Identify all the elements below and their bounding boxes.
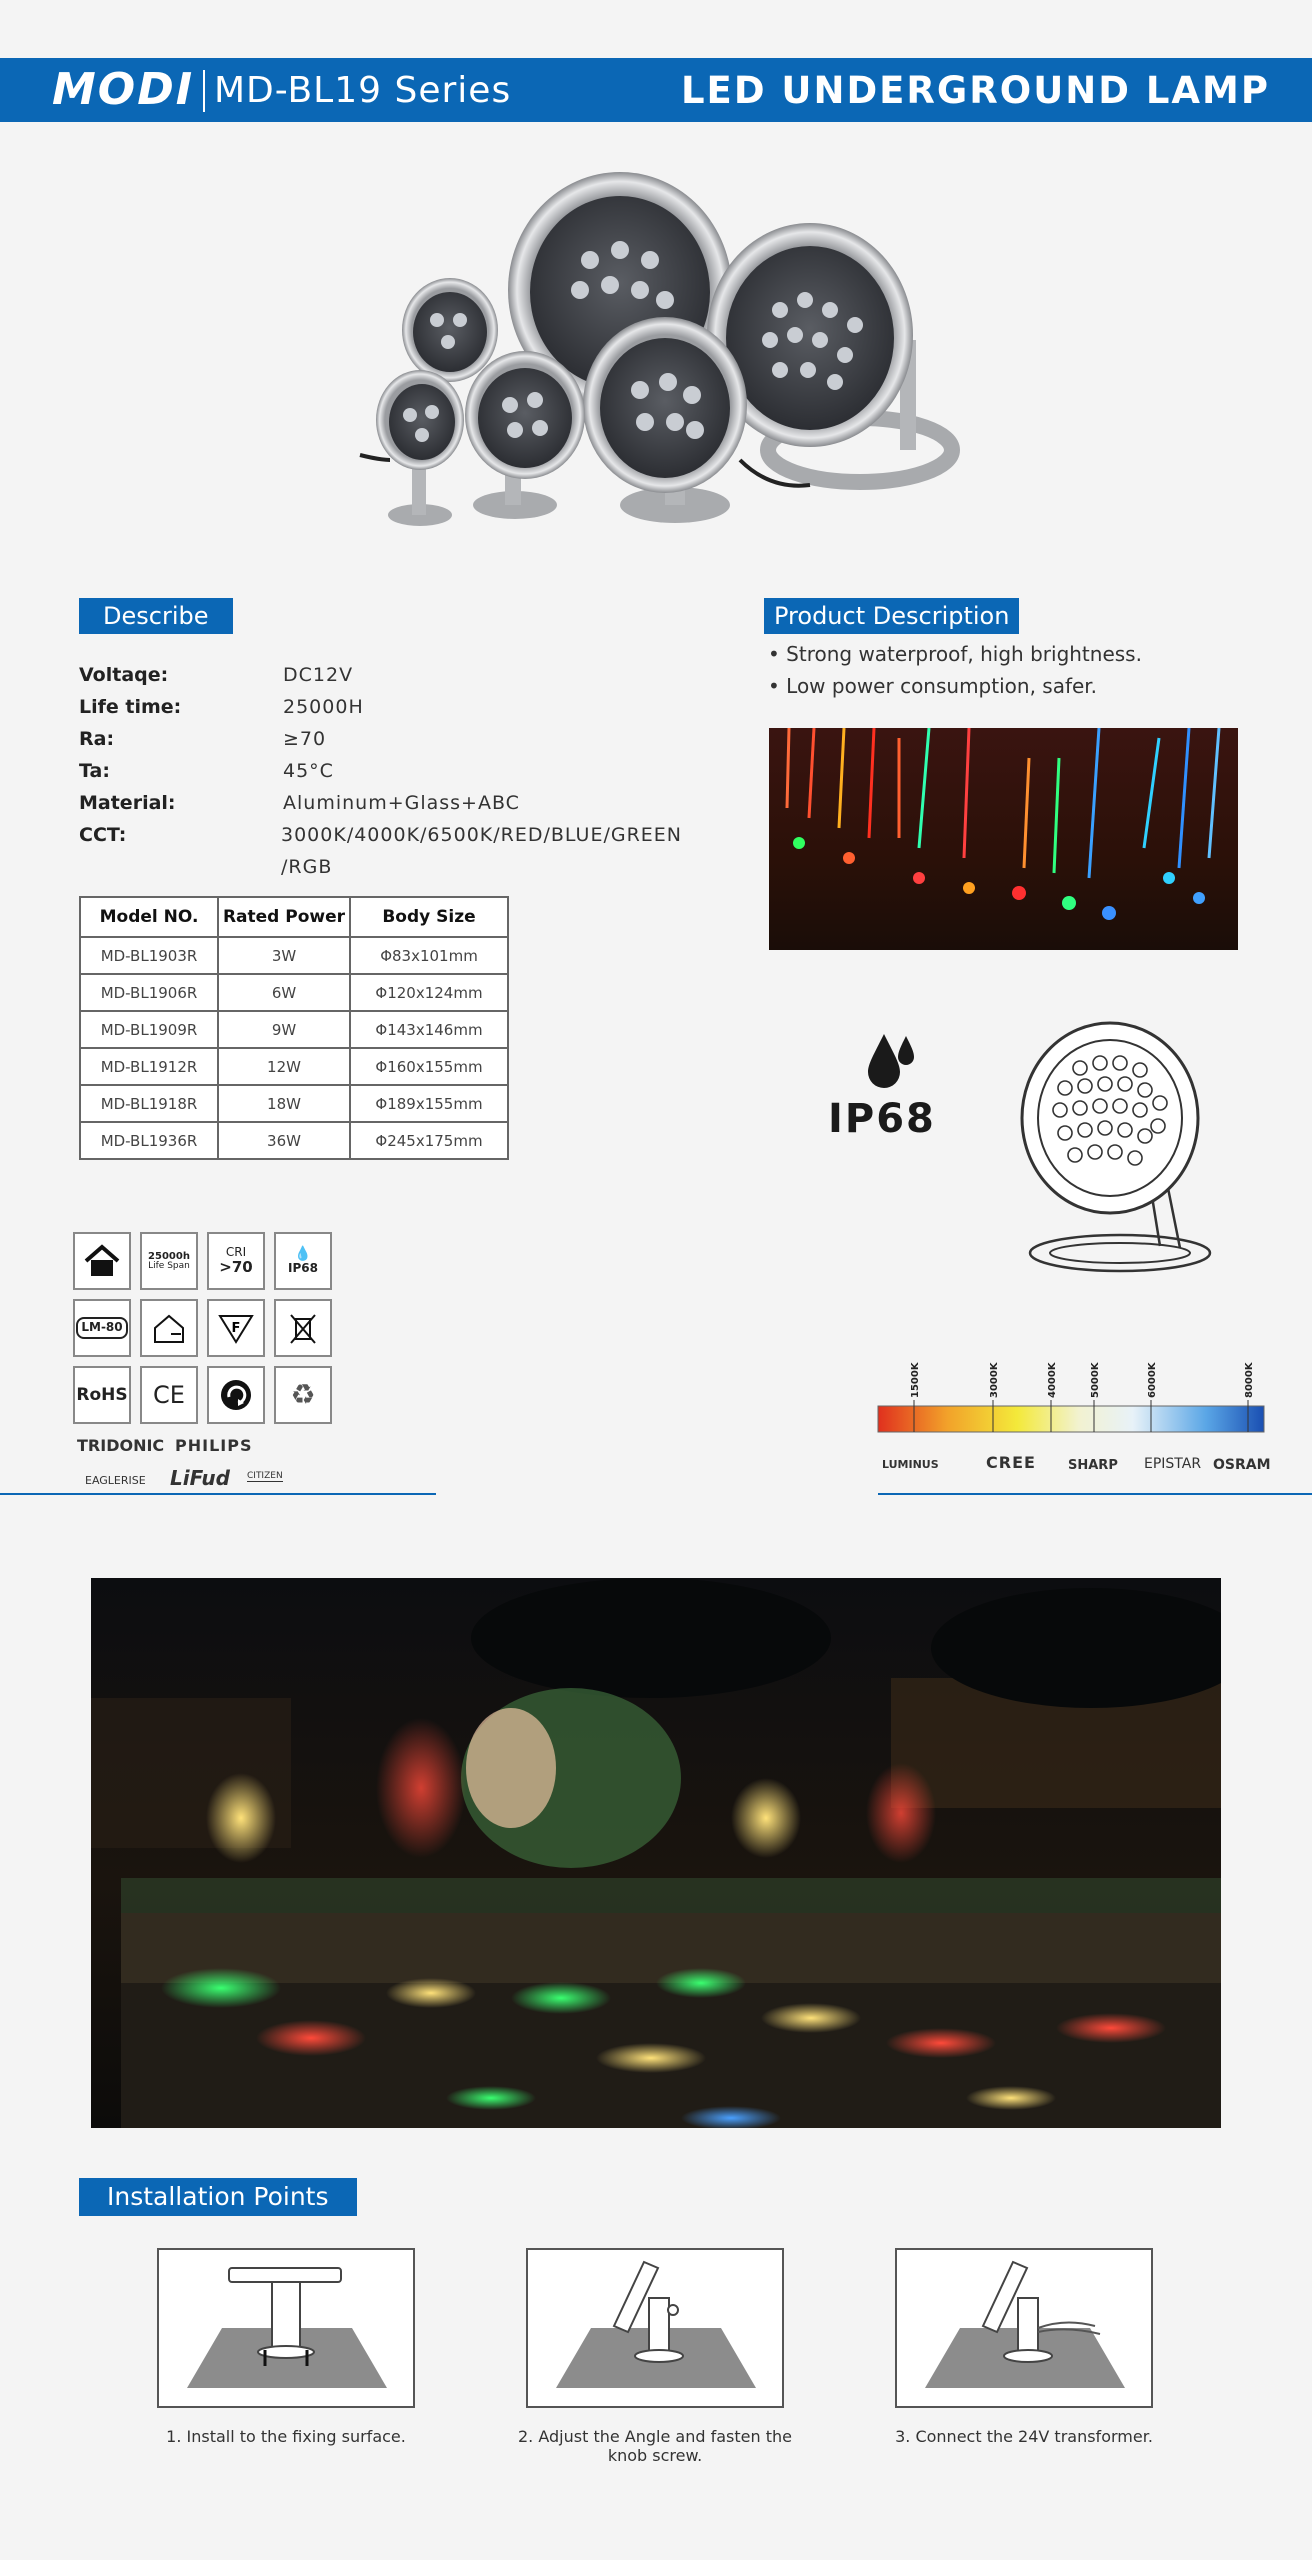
spec-value-cont: /RGB xyxy=(281,856,333,878)
cell-size: Φ189x155mm xyxy=(350,1085,508,1122)
recycle-arrow-icon xyxy=(207,1366,265,1424)
spec-value: Aluminum+Glass+ABC xyxy=(283,792,520,814)
describe-label: Describe xyxy=(79,598,233,634)
install-step-3-caption: 3. Connect the 24V transformer. xyxy=(895,2427,1153,2446)
spec-value: ≥70 xyxy=(283,728,327,750)
indoor-use-icon xyxy=(140,1299,198,1357)
life-span-icon xyxy=(140,1232,198,1290)
cell-size: Φ160x155mm xyxy=(350,1048,508,1085)
epistar-logo: EPISTAR xyxy=(1144,1456,1202,1472)
install-step-3-diagram xyxy=(895,2248,1153,2408)
lifud-logo: LiFud xyxy=(170,1466,230,1490)
brand-logo: MODI xyxy=(52,64,195,115)
eaglerise-logo: EAGLERISE xyxy=(85,1474,146,1487)
cct-tick-label: 4000K xyxy=(1047,1362,1058,1398)
cell-power: 9W xyxy=(218,1011,350,1048)
cell-model: MD-BL1936R xyxy=(80,1122,218,1159)
life-value: 25000h xyxy=(148,1250,190,1262)
spec-value: 3000K/4000K/6500K/RED/BLUE/GREEN xyxy=(281,824,683,846)
table-row xyxy=(80,937,508,974)
cell-size: Φ143x146mm xyxy=(350,1011,508,1048)
weee-bin-icon xyxy=(274,1299,332,1357)
cct-tick-label: 8000K xyxy=(1244,1362,1255,1398)
cell-power: 3W xyxy=(218,937,350,974)
ip-label: IP68 xyxy=(288,1261,318,1276)
luminus-logo: LUMINUS xyxy=(882,1458,939,1471)
spec-row-ta xyxy=(79,760,679,792)
cell-size: Φ245x175mm xyxy=(350,1122,508,1159)
f-mark-text: F xyxy=(231,1321,241,1336)
product-description-label: Product Description xyxy=(764,598,1019,634)
spec-value: 25000H xyxy=(283,696,364,718)
cct-tick-label: 6000K xyxy=(1147,1362,1158,1398)
spec-key: Ta: xyxy=(79,760,110,782)
spec-row-material xyxy=(79,792,679,824)
life-label: Life Span xyxy=(148,1260,190,1271)
home-icon xyxy=(73,1232,131,1290)
spec-value: 45°C xyxy=(283,760,334,782)
certification-icons xyxy=(73,1232,332,1424)
fountain-scene-photo xyxy=(91,1578,1221,2128)
right-divider xyxy=(878,1493,1312,1495)
cell-size: Φ120x124mm xyxy=(350,974,508,1011)
spec-row-cct xyxy=(79,824,683,888)
spec-row-voltage xyxy=(79,664,679,696)
water-drops-icon xyxy=(866,1030,916,1090)
fountain-lights-photo xyxy=(769,728,1238,950)
recycle-icon: ♻ xyxy=(274,1366,332,1424)
cri-icon xyxy=(207,1232,265,1290)
description-bullet: • Low power consumption, safer. xyxy=(768,674,1098,698)
cri-label: CRI xyxy=(225,1245,247,1260)
cell-model: MD-BL1912R xyxy=(80,1048,218,1085)
sharp-logo: SHARP xyxy=(1068,1458,1118,1473)
lm80-icon xyxy=(73,1299,131,1357)
install-step-2-diagram xyxy=(526,2248,784,2408)
left-divider xyxy=(0,1493,436,1495)
cree-logo: CREE xyxy=(986,1453,1036,1472)
install-step-1-diagram xyxy=(157,2248,415,2408)
col-header-size: Body Size xyxy=(350,897,508,937)
cell-model: MD-BL1909R xyxy=(80,1011,218,1048)
install-step-2-caption: 2. Adjust the Angle and fasten the knob screw. xyxy=(518,2427,792,2465)
cct-tick-label: 1500K xyxy=(910,1362,921,1398)
ip-rating-text: IP68 xyxy=(828,1096,936,1142)
description-bullet: • Strong waterproof, high brightness. xyxy=(768,642,1142,666)
ip68-icon: 💧 IP68 xyxy=(274,1232,332,1290)
rohs-icon: RoHS xyxy=(73,1366,131,1424)
cct-tick-label: 5000K xyxy=(1090,1362,1101,1398)
cct-color-scale xyxy=(876,1352,1268,1436)
osram-logo: OSRAM xyxy=(1213,1457,1271,1473)
ce-icon: CE xyxy=(140,1366,198,1424)
table-row xyxy=(80,1048,508,1085)
cell-model: MD-BL1906R xyxy=(80,974,218,1011)
header-divider xyxy=(203,70,205,112)
cri-value: >70 xyxy=(219,1258,253,1277)
cell-power: 6W xyxy=(218,974,350,1011)
installation-label: Installation Points xyxy=(79,2178,357,2216)
col-header-power: Rated Power xyxy=(218,897,350,937)
table-row xyxy=(80,1122,508,1159)
lm80-text: LM-80 xyxy=(76,1317,127,1338)
table-row xyxy=(80,1011,508,1048)
citizen-logo: CITIZEN xyxy=(247,1471,283,1481)
product-title: LED UNDERGROUND LAMP xyxy=(680,69,1270,112)
spec-list xyxy=(79,664,683,888)
table-row xyxy=(80,1085,508,1122)
cell-model: MD-BL1903R xyxy=(80,937,218,974)
spec-key: CCT: xyxy=(79,824,127,846)
cct-tick-label: 3000K xyxy=(989,1362,1000,1398)
spec-key: Material: xyxy=(79,792,176,814)
series-title: MD-BL19 Series xyxy=(214,70,512,111)
spec-value: DC12V xyxy=(283,664,354,686)
cell-power: 36W xyxy=(218,1122,350,1159)
spec-row-ra xyxy=(79,728,679,760)
lamp-line-drawing xyxy=(1010,1018,1220,1273)
spec-key: Voltaqe: xyxy=(79,664,169,686)
cell-model: MD-BL1918R xyxy=(80,1085,218,1122)
f-mark-icon xyxy=(207,1299,265,1357)
cell-size: Φ83x101mm xyxy=(350,937,508,974)
table-header-row xyxy=(80,897,508,937)
models-table xyxy=(79,896,509,1160)
spec-row-life xyxy=(79,696,679,728)
cell-power: 12W xyxy=(218,1048,350,1085)
tridonic-logo: TRIDONIC xyxy=(77,1436,165,1455)
col-header-model: Model NO. xyxy=(80,897,218,937)
spec-key: Ra: xyxy=(79,728,115,750)
product-lamps-image xyxy=(340,160,980,560)
spec-key: Life time: xyxy=(79,696,182,718)
philips-logo: PHILIPS xyxy=(175,1436,253,1455)
install-step-1-caption: 1. Install to the fixing surface. xyxy=(166,2427,406,2446)
table-row xyxy=(80,974,508,1011)
cell-power: 18W xyxy=(218,1085,350,1122)
